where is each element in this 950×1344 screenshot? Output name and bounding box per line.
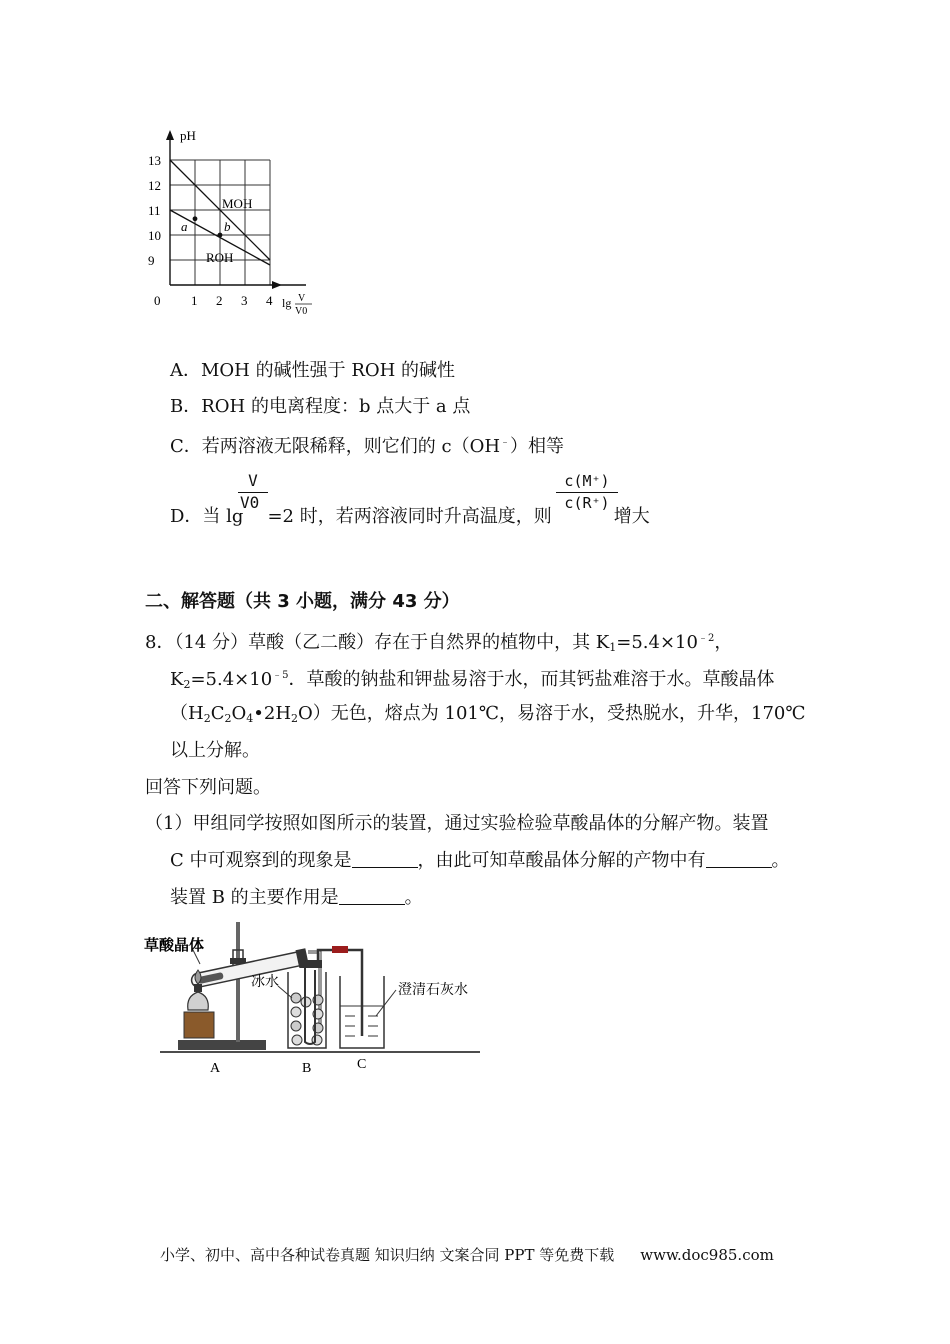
- y-tick-label: 13: [148, 153, 161, 168]
- q8-l3-a: （H: [170, 703, 204, 724]
- q8-p1-l2-a: C 中可观察到的现象是: [170, 850, 352, 871]
- series-label-moh: MOH: [222, 196, 253, 211]
- q8-l3-s1: 2: [203, 712, 211, 725]
- label-icewater: 冰水: [251, 975, 279, 990]
- footer-text: 小学、初中、高中各种试卷真题 知识归纳 文案合同 PPT 等免费下载: [160, 1246, 615, 1264]
- y-tick-label: 10: [148, 228, 161, 243]
- x-tick-label: 2: [216, 293, 223, 308]
- x-axis-label-num: V: [298, 293, 306, 304]
- stopper-b: [300, 960, 322, 968]
- label-c: C: [357, 1057, 367, 1072]
- option-d-pre: D．当 lg: [170, 506, 244, 527]
- q8-part1-line2: [170, 849, 790, 873]
- q8-l1-mid: =5.4×10: [616, 632, 698, 653]
- rubber-connector: [332, 946, 348, 953]
- y-axis-label: pH: [180, 128, 196, 143]
- series-label-roh: ROH: [206, 250, 234, 265]
- q8-l1-pre: 8．（14 分）草酸（乙二酸）存在于自然界的植物中，其 K: [145, 632, 610, 653]
- option-d-fraction: [238, 472, 268, 513]
- label-a: A: [210, 1061, 221, 1076]
- y-tick-label: 11: [148, 203, 161, 218]
- stand-base: [178, 1040, 266, 1050]
- q8-part1-line1: （1）甲组同学按照如图所示的装置，通过实验检验草酸晶体的分解产物。装置: [145, 813, 769, 834]
- x-axis-arrow: [272, 281, 282, 289]
- q8-part1-line3: [170, 886, 423, 910]
- q8-line4: 以上分解。: [170, 740, 260, 761]
- q8-p1-l2-c: 。: [771, 850, 790, 871]
- y-tick-label: 12: [148, 178, 161, 193]
- y-tick-label: 9: [148, 253, 155, 268]
- q8-l3-s4: 2: [291, 712, 299, 725]
- point-label-b: b: [224, 219, 231, 234]
- q8-p1-l3-b: 。: [404, 887, 423, 908]
- q8-l1-sub: 1: [609, 641, 617, 654]
- y-axis-arrow: [166, 130, 174, 140]
- data-point-a: [193, 216, 198, 221]
- ice-cubes: [291, 993, 323, 1045]
- x-tick-label: 1: [191, 293, 198, 308]
- apparatus-diagram: [140, 920, 485, 1080]
- option-c-post: ）相等: [510, 436, 565, 457]
- q8-l2-sup: ﹣5: [272, 670, 289, 681]
- alcohol-lamp: [188, 992, 209, 1010]
- x-tick-label: 4: [266, 293, 273, 308]
- x-axis-label-den: V0: [295, 306, 308, 317]
- q8-line2: [170, 664, 775, 697]
- fraction-denominator: V0: [240, 493, 260, 512]
- q8-line5: 回答下列问题。: [145, 777, 271, 798]
- q8-line1: [145, 627, 732, 660]
- ratio-denominator: c(R⁺): [564, 494, 610, 512]
- q8-l3-e: O）无色，熔点为 101℃，易溶于水，受热脱水，升华，170℃: [298, 703, 806, 724]
- label-limewater: 澄清石灰水: [398, 983, 468, 998]
- q8-l2-pre: K: [170, 669, 184, 690]
- q8-p1-l2-b: ，由此可知草酸晶体分解的产物中有: [417, 850, 706, 871]
- x-axis-label: lg: [282, 296, 292, 310]
- q8-l2-post: ．草酸的钠盐和钾盐易溶于水，而其钙盐难溶于水。草酸晶体: [288, 669, 775, 690]
- q8-p1-l3-a: 装置 B 的主要作用是: [170, 887, 339, 908]
- answer-blank-1[interactable]: [352, 851, 418, 868]
- chart-text: [148, 128, 312, 317]
- q8-l2-sub: 2: [183, 678, 191, 691]
- option-d-post: 增大: [613, 506, 650, 527]
- q8-l3-b: C: [210, 703, 225, 724]
- label-b: B: [302, 1061, 312, 1076]
- x-tick-label: 3: [241, 293, 248, 308]
- option-c-pre: C．若两溶液无限稀释，则它们的 c（OH: [170, 436, 501, 457]
- wooden-block: [184, 1012, 214, 1038]
- option-c: [170, 431, 564, 459]
- footer-site[interactable]: www.doc985.com: [640, 1246, 774, 1264]
- data-point-b: [218, 233, 223, 238]
- q8-l1-post: ，: [714, 632, 733, 653]
- footer: [160, 1244, 774, 1265]
- section-title: 二、解答题（共 3 小题，满分 43 分）: [145, 591, 460, 612]
- x-tick-label: 0: [154, 293, 161, 308]
- q8-l3-s3: 4: [246, 712, 254, 725]
- q8-l2-mid: =5.4×10: [190, 669, 273, 690]
- q8-l1-sup: ﹣2: [697, 633, 715, 644]
- answer-blank-2[interactable]: [706, 851, 772, 868]
- answer-blank-3[interactable]: [339, 888, 405, 905]
- stand-rod: [236, 922, 240, 1042]
- q8-line3: [170, 702, 806, 731]
- fraction-numerator: V: [248, 471, 258, 490]
- test-tube: [190, 948, 309, 990]
- option-b: B．ROH 的电离程度：b 点大于 a 点: [170, 396, 471, 417]
- option-a: A．MOH 的碱性强于 ROH 的碱性: [170, 360, 456, 381]
- q8-l3-d: •2H: [253, 703, 292, 724]
- ratio-numerator: c(M⁺): [564, 472, 610, 490]
- option-d-concentration-ratio: [556, 472, 618, 513]
- point-label-a: a: [181, 218, 188, 234]
- option-d-mid: =2 时，若两溶液同时升高温度，则: [267, 506, 552, 527]
- label-crystal: 草酸晶体: [144, 938, 205, 954]
- q8-l3-s2: 2: [224, 712, 232, 725]
- option-c-sup: ﹣: [500, 437, 511, 448]
- q8-l3-c: O: [231, 703, 247, 724]
- ph-chart: [140, 120, 330, 325]
